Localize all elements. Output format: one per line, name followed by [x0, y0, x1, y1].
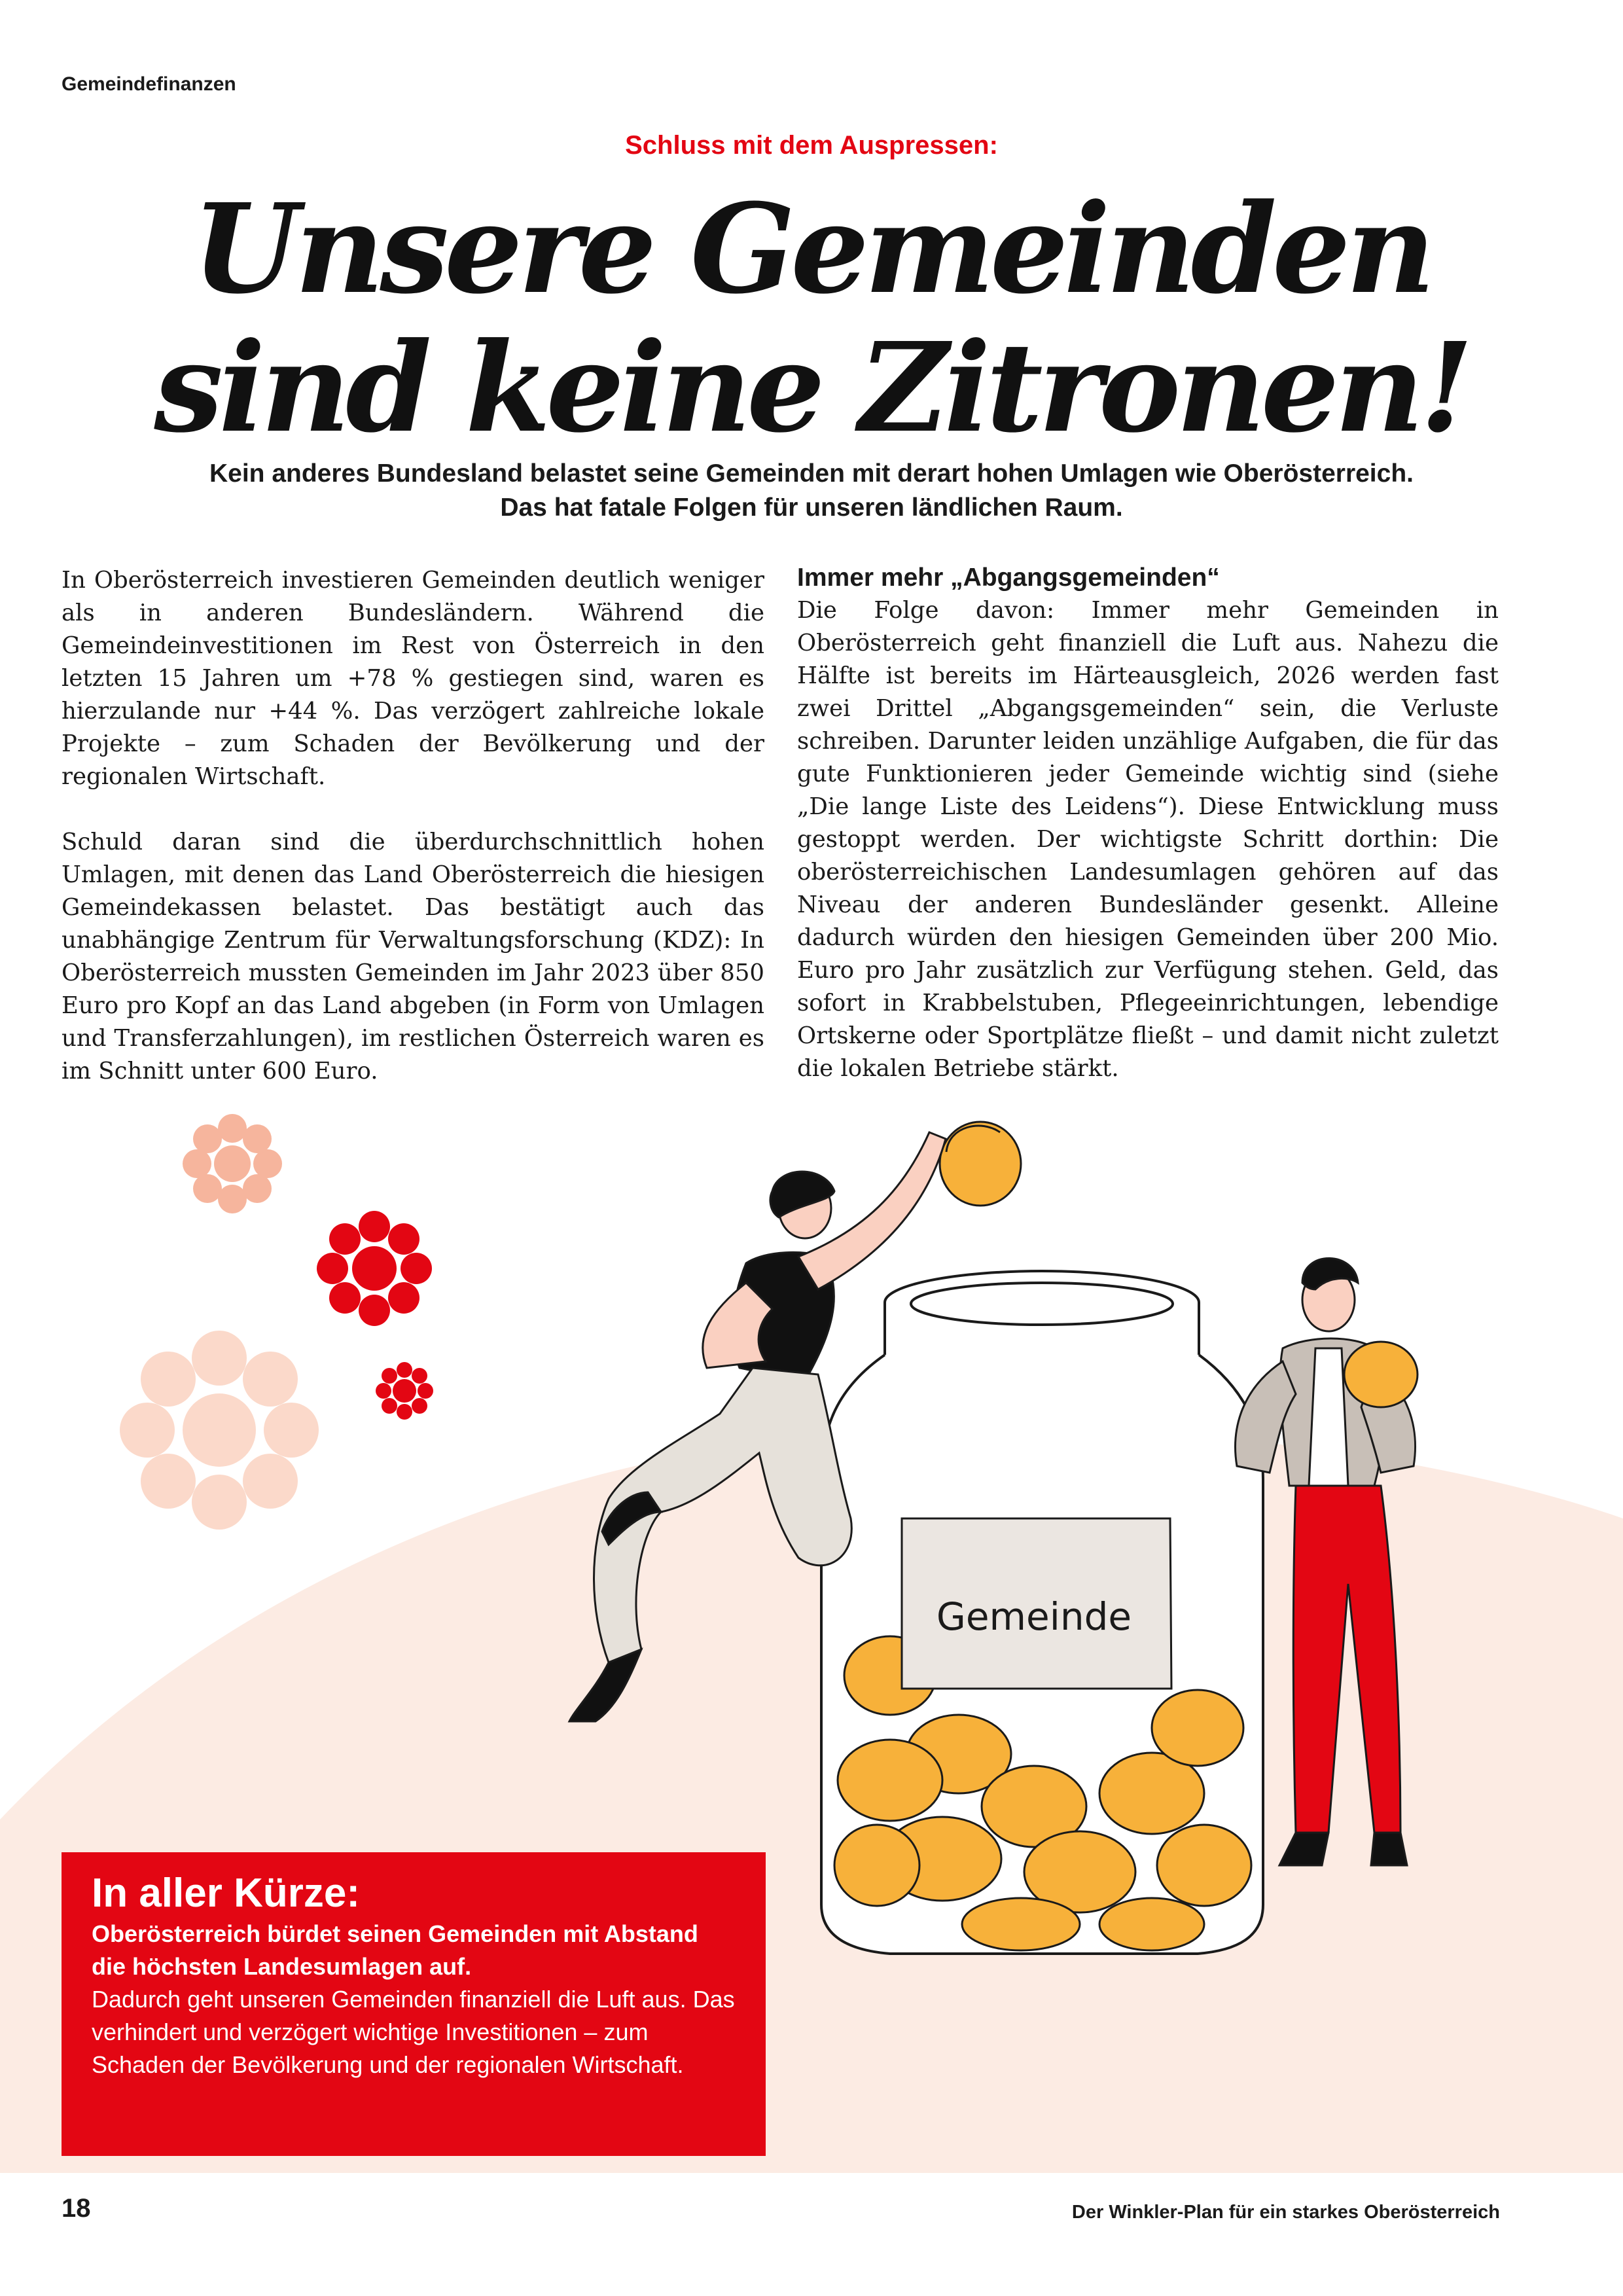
- jar-label-text: Gemeinde: [936, 1594, 1132, 1639]
- lead-text: [0, 457, 1623, 525]
- footer-publication-title: Der Winkler-Plan für ein starkes Oberösterreich: [1071, 2202, 1500, 2223]
- lead-line-1: Kein anderes Bundesland belastet seine Gemeinden mit derart hohen Umlagen wie Oberösterreich.: [209, 459, 1414, 488]
- section-heading: Immer mehr „Abgangsgemeinden“: [797, 564, 1220, 592]
- summary-box: [62, 1852, 766, 2156]
- article-column-left: [62, 564, 764, 1121]
- summary-bold-text: Oberösterreich bürdet seinen Gemeinden mit Abstand die höchsten Landesumlagen auf.: [92, 1920, 698, 1980]
- paragraph: In Oberösterreich investieren Gemeinden deutlich weniger als in anderen Bundesländern. Während die Gemeindeinvestitionen im Rest von Österreich in den letzten 15 Jahren um +78 % gestiegen sind, waren es hierzulande nur +44 %. Das verzögert zahlreiche lokale Projekte – zum Schaden der Bevölkerung und der regionalen Wirtschaft.: [62, 567, 764, 790]
- flower-icon: [317, 1211, 432, 1326]
- flower-icon: [376, 1362, 433, 1420]
- flower-icon: [120, 1331, 319, 1530]
- headline: [0, 177, 1623, 460]
- summary-title: In aller Kürze:: [92, 1871, 360, 1916]
- section-label: Gemeindefinanzen: [62, 73, 236, 95]
- flower-icon: [183, 1114, 282, 1213]
- paragraph: Schuld daran sind die überdurchschnittlich hohen Umlagen, mit denen das Land Oberösterreich die hiesigen Gemeindekassen belastet. Das bestätigt auch das unabhängige Zentrum für Verwaltungsforschung (KDZ): In Oberösterreich mussten Gemeinden im Jahr 2023 über 850 Euro pro Kopf an das Land abgeben (in Form von Umlagen und Transferzahlungen), im restlichen Österreich waren es im Schnitt unter 600 Euro.: [62, 829, 764, 1085]
- jar-label: [902, 1518, 1171, 1689]
- summary-body-text: Dadurch geht unseren Gemeinden finanziell die Luft aus. Das verhindert und verzögert wichtige Investitionen – zum Schaden der Bevölkerung und der regionalen Wirtschaft.: [92, 1986, 735, 2078]
- lead-line-2: Das hat fatale Folgen für unseren ländlichen Raum.: [500, 493, 1123, 522]
- kicker: Schluss mit dem Auspressen:: [625, 131, 998, 160]
- headline-line-2: sind keine Zitronen!: [154, 315, 1469, 460]
- article-column-right: [797, 562, 1499, 1118]
- paragraph: Die Folge davon: Immer mehr Gemeinden in Oberösterreich geht finanziell die Luft aus. Nahezu die Hälfte ist bereits im Härteausgleich, 2026 werden fast zwei Drittel „Abgangsgemeinden“ sein, die Verluste schreiben. Darunter leiden unzählige Aufgaben, die für das gute Funktionieren jeder Gemeinde wichtig sind (siehe „Die lange Liste des Leidens“). Diese Entwicklung muss gestoppt werden. Der wichtigste Schritt dorthin: Die oberösterreichischen Landesumlagen gehören auf das Niveau der anderen Bundesländer gesenkt. Alleine dadurch würden den hiesigen Gemeinden über 200 Mio. Euro pro Jahr zusätzlich zur Verfügung stehen. Geld, das sofort in Krabbelstuben, Pflegeeinrichtungen, lebendige Ortskerne oder Sportplätze fließt – und damit nicht zuletzt die lokalen Betriebe stärkt.: [797, 597, 1499, 1082]
- coin-icon: [940, 1122, 1021, 1206]
- page-number: 18: [62, 2194, 91, 2223]
- headline-line-1: Unsere Gemeinden: [192, 177, 1431, 321]
